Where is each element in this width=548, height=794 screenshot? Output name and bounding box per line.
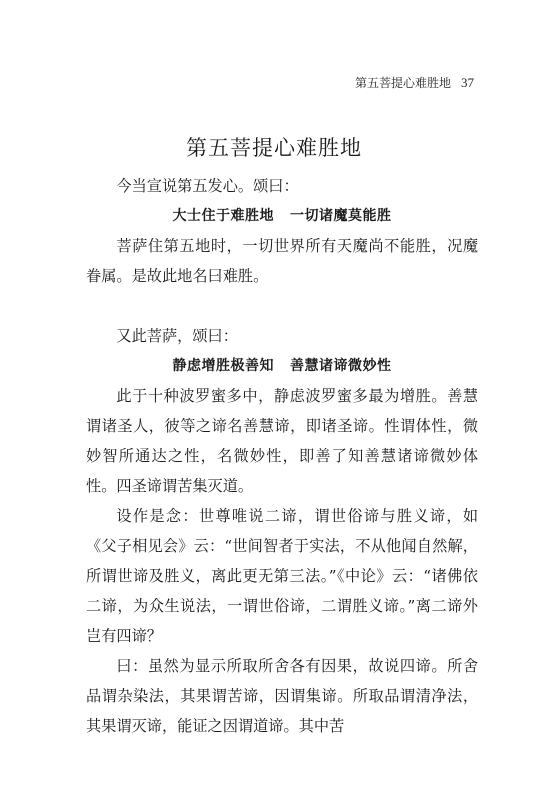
paragraph-answer: 曰：虽然为显示所取所舍各有因果，故说四谛。所舍品谓杂染法，其果谓苦谛，因谓集谛。所取品谓清净法，其果谓灭谛，能证之因谓道谛。其中苦 xyxy=(86,657,478,735)
body-text xyxy=(86,171,478,741)
paragraph-explanation-1: 菩萨住第五地时，一切世界所有天魔尚不能胜，况魔眷属。是故此地名曰难胜。 xyxy=(86,237,478,285)
paragraph-intro-2: 又此菩萨，颂曰： xyxy=(116,327,238,345)
chapter-title: 第五菩提心难胜地 xyxy=(186,136,362,160)
paragraph-objection: 设作是念：世尊唯说二谛，谓世俗谛与胜义谛，如《父子相见会》云：“世间智者于实法，不从他闻自然解，所谓世谛及胜义，离此更无第三法。”《中论》云：“诸佛依二谛，为众生说法，一谓世俗谛，二谓胜义谛。”离二谛外岂有四谛？ xyxy=(86,507,478,645)
paragraph-intro: 今当宣说第五发心。颂曰： xyxy=(116,177,299,195)
paragraph-explanation-2: 此于十种波罗蜜多中，静虑波罗蜜多最为增胜。善慧谓诸圣人，彼等之谛名善慧谛，即诸圣谛。性谓体性，微妙智所通达之性，名微妙性，即善了知善慧诸谛微妙体性。四圣谛谓苦集灭道。 xyxy=(86,387,478,495)
verse-2-line-2: 善慧诸谛微妙性 xyxy=(290,358,392,374)
verse-2 xyxy=(86,351,478,381)
running-header xyxy=(355,74,474,91)
paragraph-gap xyxy=(86,291,478,321)
verse-1-line-1: 大士住于难胜地 xyxy=(172,208,274,224)
page-number: 37 xyxy=(461,75,474,90)
running-title: 第五菩提心难胜地 xyxy=(354,76,451,90)
verse-1 xyxy=(86,201,478,231)
verse-2-line-1: 静虑增胜极善知 xyxy=(172,358,274,374)
verse-1-line-2: 一切诸魔莫能胜 xyxy=(290,208,392,224)
